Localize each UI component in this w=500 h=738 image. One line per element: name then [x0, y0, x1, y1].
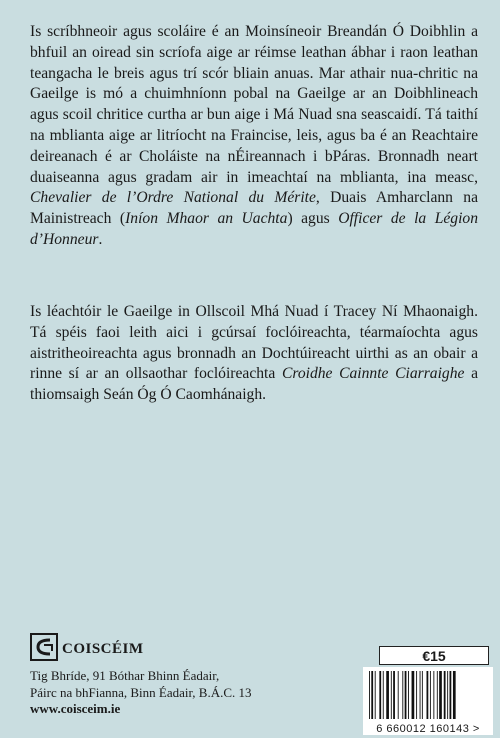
address-line-2: Páirc na bhFianna, Binn Éadair, B.Á.C. 13: [30, 684, 252, 700]
barcode-bar: [447, 671, 448, 719]
barcode-bars: [363, 667, 493, 721]
editor-text-1: Is léachtóir le Gaeilge in Ollscoil Mhá Nuad í Tracey Ní Mhaonaigh. Tá spéis faoi leith aici i gcúrsaí foclóireachta, téarmaíochta agus aistritheoireachta agus bronnadh an Dochtúireacht uirthi as an obair a rinne sí ar an ollsaothar foclóireachta: [30, 303, 478, 383]
barcode-bar: [398, 671, 399, 719]
barcode-bar: [433, 671, 434, 719]
barcode-bar: [422, 671, 423, 719]
bio-text-2: , Duais Amharclann na Mainistreach (: [30, 189, 478, 228]
barcode-bar: [427, 671, 429, 719]
barcode-bar: [369, 671, 370, 719]
price-label: €15: [379, 646, 489, 665]
bio-text-3: ) agus: [287, 210, 339, 228]
barcode-digits: 6 660012 160143 >: [376, 723, 480, 735]
award-title-2: Iníon Mhaor an Uachta: [125, 210, 288, 228]
editor-text-2: a thiomsaigh Seán Óg Ó Caomhánaigh.: [30, 365, 478, 404]
barcode-bar: [408, 671, 409, 719]
isbn-barcode: [363, 667, 493, 735]
author-bio-paragraph: [30, 22, 478, 251]
barcode-bar: [379, 671, 381, 719]
publisher-logo: [30, 634, 252, 664]
publisher-address: [30, 668, 252, 718]
barcode-bar: [405, 671, 407, 719]
publisher-website-link[interactable]: www.coisceim.ie: [30, 701, 121, 716]
barcode-bar: [375, 671, 376, 719]
bio-text-4: .: [98, 230, 103, 248]
barcode-bar: [439, 671, 442, 719]
barcode-bar: [412, 671, 415, 719]
barcode-bar: [416, 671, 417, 719]
barcode-bar: [393, 671, 395, 719]
address-line-1: Tig Bhríde, 91 Bóthar Bhinn Éadair,: [30, 668, 220, 683]
publisher-name: COISCÉIM: [62, 640, 144, 657]
barcode-bar: [383, 671, 384, 719]
barcode-bar: [402, 671, 403, 719]
barcode-bar: [386, 671, 389, 719]
barcode-bar: [391, 671, 392, 719]
award-title-3: Officer de la Légion d’Honneur: [30, 210, 479, 248]
barcode-bar: [437, 671, 438, 719]
barcode-bar: [444, 671, 446, 719]
work-title: Croidhe Cainnte Ciarraighe: [281, 365, 465, 383]
barcode-bar: [420, 671, 421, 719]
barcode-bar: [430, 671, 431, 719]
editor-bio-paragraph: [30, 302, 478, 406]
barcode-bar: [453, 671, 456, 719]
barcode-bar: [371, 671, 373, 719]
coisceim-logo-icon: [30, 633, 62, 666]
publisher-block: [30, 634, 252, 718]
barcode-bar: [450, 671, 452, 719]
award-title-1: Chevalier de l’Ordre National du Mérite: [30, 189, 316, 207]
bio-text-1: Is scríbhneoir agus scoláire é an Moinsíneoir Breandán Ó Doibhlin a bhfuil an oiread sin scríofa aige ar réimse leathan ábhar i raon leathan teangacha le breis agus trí scór bliain anuas. Mar athair nua-chritic na Gaeilge is mó a chuimhníonn pobal na Gaeilge ar an Doibhlineach agus scoil chritice curtha ar bun aige i Má Nuad sna seascaidí. Tá taithí na mblianta aige ar litríocht na Fraincise, leis, agus ba é an Reachtaire deireanach é ar Choláiste na nÉireannach i bPáras. Bronnadh neart duaiseanna agus gradam air in imeachtaí na mblianta, ina measc,: [30, 23, 478, 186]
